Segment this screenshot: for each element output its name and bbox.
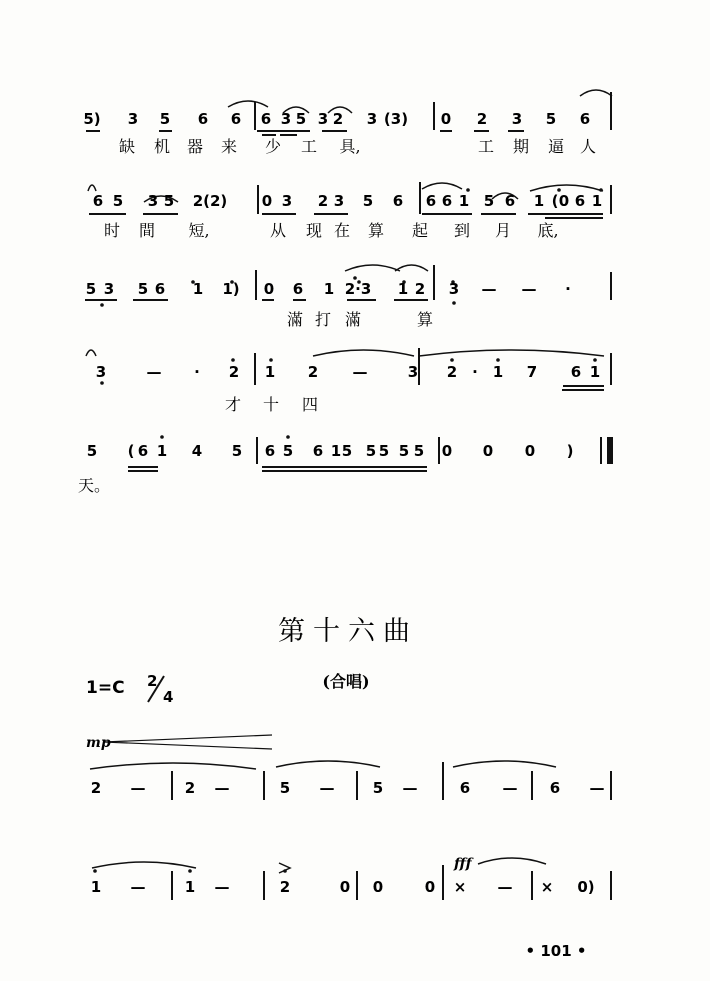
chorus-note: 2 bbox=[279, 878, 291, 896]
note-digit: 1 bbox=[323, 280, 335, 298]
chorus-note: — bbox=[502, 779, 518, 797]
lyric-char: 逼 bbox=[547, 137, 565, 156]
lyric-char: 器 bbox=[186, 137, 204, 156]
chorus-note: 6 bbox=[549, 779, 561, 797]
octave-dot-below bbox=[100, 381, 104, 385]
note-digit: 3 bbox=[280, 110, 292, 128]
octave-dot-above bbox=[286, 435, 290, 439]
slur bbox=[92, 862, 196, 868]
chorus-note: — bbox=[130, 779, 146, 797]
note-digit: 7 bbox=[526, 363, 538, 381]
lyric-char: 起 bbox=[411, 221, 429, 240]
note-digit: 0 bbox=[482, 442, 494, 460]
note-digit: 3 bbox=[95, 363, 107, 381]
chorus-note: 0) bbox=[577, 878, 595, 896]
note-digit: · bbox=[472, 363, 478, 381]
note-digit: 1) bbox=[222, 280, 240, 298]
note-digit: 6 bbox=[137, 442, 149, 460]
note-digit: 5 bbox=[378, 442, 390, 460]
slur bbox=[580, 90, 612, 96]
chorus-note: 1 bbox=[184, 878, 196, 896]
slur bbox=[478, 858, 546, 864]
note-digit: 6 bbox=[264, 442, 276, 460]
note-digit: 6 bbox=[197, 110, 209, 128]
page-number: • 101 • bbox=[525, 942, 587, 960]
dynamic-mp: mp bbox=[86, 735, 111, 751]
chorus-note: 0 bbox=[424, 878, 436, 896]
slur bbox=[419, 350, 604, 356]
note-digit: 1 bbox=[156, 442, 168, 460]
note-digit: 1 bbox=[330, 442, 342, 460]
slur bbox=[395, 265, 428, 271]
note-digit: 6 bbox=[574, 192, 586, 210]
note-digit: 5 bbox=[282, 442, 294, 460]
lyric-char: 从 bbox=[269, 221, 287, 240]
note-digit: 3 bbox=[448, 280, 460, 298]
note-digit: 5 bbox=[545, 110, 557, 128]
note-digit: 6 bbox=[260, 110, 272, 128]
slur bbox=[276, 761, 380, 767]
lyric-char: 具, bbox=[339, 137, 361, 156]
note-digit: ) bbox=[566, 442, 574, 460]
octave-dot-above bbox=[450, 358, 454, 362]
note-digit: · bbox=[565, 280, 571, 298]
chorus-note: × bbox=[540, 878, 554, 896]
slur bbox=[530, 185, 603, 191]
chorus-note: 1 bbox=[90, 878, 102, 896]
score-marks bbox=[85, 90, 612, 900]
chorus-note: — bbox=[497, 878, 513, 896]
note-digit: 0 bbox=[441, 442, 453, 460]
chorus-note: — bbox=[214, 878, 230, 896]
note-digit: 3 bbox=[127, 110, 139, 128]
slur bbox=[86, 350, 96, 356]
chorus-note: — bbox=[130, 878, 146, 896]
octave-dot-above bbox=[593, 358, 597, 362]
section-title: 第十六曲 bbox=[278, 616, 418, 647]
key-signature: 1=C bbox=[86, 678, 125, 698]
note-digit: 3 bbox=[281, 192, 293, 210]
note-digit: ( bbox=[551, 192, 559, 210]
note-digit: 2 bbox=[317, 192, 329, 210]
slur bbox=[228, 101, 268, 107]
lyric-char: 时 bbox=[103, 221, 121, 240]
note-digit: 3 bbox=[511, 110, 523, 128]
note-digit: 3 bbox=[103, 280, 115, 298]
note-digit: 5 bbox=[86, 442, 98, 460]
slur bbox=[453, 761, 556, 767]
octave-dot-below bbox=[452, 301, 456, 305]
lyric-char: 机 bbox=[153, 137, 171, 156]
note-digit: 2 bbox=[446, 363, 458, 381]
chorus-note: — bbox=[402, 779, 418, 797]
note-digit: — bbox=[481, 280, 497, 298]
chorus-note: 0 bbox=[372, 878, 384, 896]
note-digit: 6 bbox=[154, 280, 166, 298]
lyric-char: 算 bbox=[416, 310, 434, 329]
lyric-char: 期 bbox=[512, 137, 530, 156]
lyric-char: 工 bbox=[300, 137, 318, 156]
lyric-char: 现 bbox=[305, 221, 323, 240]
lyric-char: 月 bbox=[494, 221, 512, 240]
note-digit: 1 bbox=[264, 363, 276, 381]
note-digit: 5 bbox=[112, 192, 124, 210]
note-digit: 4 bbox=[191, 442, 203, 460]
note-digit: ( bbox=[127, 442, 135, 460]
note-digit: 3 bbox=[366, 110, 378, 128]
note-digit: 5 bbox=[365, 442, 377, 460]
note-digit: 1 bbox=[192, 280, 204, 298]
note-digit: 5 bbox=[413, 442, 425, 460]
lyric-char: 天。 bbox=[77, 476, 111, 495]
note-digit: 6 bbox=[92, 192, 104, 210]
note-digit: 1 bbox=[589, 363, 601, 381]
note-digit: 2·3 bbox=[344, 280, 372, 298]
note-digit: 6 bbox=[441, 192, 453, 210]
slur bbox=[88, 185, 96, 191]
note-digit: 0 bbox=[440, 110, 452, 128]
lyric-char: 滿 bbox=[286, 310, 304, 329]
note-digit: 5 bbox=[483, 192, 495, 210]
note-digit: 6 bbox=[425, 192, 437, 210]
note-digit: 3 bbox=[317, 110, 329, 128]
note-digit: 2 bbox=[228, 363, 240, 381]
note-digit: · bbox=[194, 363, 200, 381]
octave-dot-above bbox=[496, 358, 500, 362]
note-digit: 5 bbox=[85, 280, 97, 298]
note-digit: 5 bbox=[295, 110, 307, 128]
lyric-char: 滿 bbox=[344, 310, 362, 329]
slur bbox=[422, 183, 462, 189]
dynamic-fff: fff bbox=[454, 856, 472, 872]
note-digit: 6 bbox=[579, 110, 591, 128]
note-digit: 6 bbox=[504, 192, 516, 210]
slur bbox=[313, 350, 414, 356]
octave-dot-below bbox=[100, 303, 104, 307]
note-digit: 1 bbox=[533, 192, 545, 210]
note-digit: 5 bbox=[159, 110, 171, 128]
chorus-note: 6 bbox=[459, 779, 471, 797]
lyric-char: 四 bbox=[301, 395, 319, 414]
lyric-char: 底, bbox=[537, 221, 559, 240]
octave-dot-above bbox=[231, 358, 235, 362]
note-digit: 6 bbox=[392, 192, 404, 210]
note-digit: 6 bbox=[312, 442, 324, 460]
note-digit: 5 bbox=[163, 192, 175, 210]
note-digit: 5 bbox=[341, 442, 353, 460]
note-digit: 3 bbox=[147, 192, 159, 210]
note-digit: 1 bbox=[591, 192, 603, 210]
lyric-char: 十 bbox=[262, 395, 280, 414]
chorus-note: — bbox=[589, 779, 605, 797]
octave-dot-above bbox=[269, 358, 273, 362]
note-digit: — bbox=[146, 363, 162, 381]
time-signature-top: 2 bbox=[147, 672, 158, 690]
lyric-char: 人 bbox=[579, 137, 597, 156]
note-digit: 3 bbox=[333, 192, 345, 210]
note-digit: 0 bbox=[524, 442, 536, 460]
lyric-char: 来 bbox=[220, 137, 238, 156]
chorus-note: — bbox=[214, 779, 230, 797]
note-digit: (3) bbox=[383, 110, 409, 128]
chorus-note: 5 bbox=[372, 779, 384, 797]
lyric-char: 少 bbox=[264, 137, 282, 156]
time-signature-bottom: 4 bbox=[163, 688, 174, 706]
lyric-char: 缺 bbox=[118, 137, 136, 156]
lyric-char: 打 bbox=[314, 310, 332, 329]
note-digit: 0 bbox=[263, 280, 275, 298]
note-digit: 6 bbox=[292, 280, 304, 298]
chorus-note: 0 bbox=[339, 878, 351, 896]
note-digit: 5 bbox=[137, 280, 149, 298]
lyric-char: 才 bbox=[224, 395, 242, 414]
lyric-char: 短, bbox=[188, 221, 210, 240]
note-digit: 2(2) bbox=[192, 192, 228, 210]
slur bbox=[90, 763, 256, 769]
octave-dot-above bbox=[93, 869, 97, 873]
octave-dot-above bbox=[160, 435, 164, 439]
chorus-note: × bbox=[453, 878, 467, 896]
octave-dot-above bbox=[283, 869, 287, 873]
note-digit: 1 bbox=[397, 280, 409, 298]
note-digit: 0 bbox=[558, 192, 570, 210]
lyric-char: 工 bbox=[477, 137, 495, 156]
octave-dot-above bbox=[188, 869, 192, 873]
lyric-char: 間 bbox=[138, 221, 156, 240]
note-digit: 5 bbox=[362, 192, 374, 210]
note-digit: 3 bbox=[407, 363, 419, 381]
note-digit: 1 bbox=[492, 363, 504, 381]
note-digit: 2 bbox=[414, 280, 426, 298]
lyric-char: 算 bbox=[367, 221, 385, 240]
chorus-note: 2 bbox=[90, 779, 102, 797]
note-digit: 1 bbox=[458, 192, 470, 210]
note-digit: 2 bbox=[332, 110, 344, 128]
note-digit: 2 bbox=[307, 363, 319, 381]
note-digit: 5 bbox=[398, 442, 410, 460]
note-digit: — bbox=[521, 280, 537, 298]
note-digit: — bbox=[352, 363, 368, 381]
chorus-note: 5 bbox=[279, 779, 291, 797]
note-digit: 6 bbox=[570, 363, 582, 381]
note-digit: 2 bbox=[476, 110, 488, 128]
note-digit: 5) bbox=[83, 110, 101, 128]
hairpin bbox=[104, 735, 272, 749]
note-digit: 6 bbox=[230, 110, 242, 128]
lyric-char: 到 bbox=[453, 221, 471, 240]
lyric-char: 在 bbox=[333, 221, 351, 240]
chorus-note: — bbox=[319, 779, 335, 797]
note-digit: 0 bbox=[261, 192, 273, 210]
note-digit: 5 bbox=[231, 442, 243, 460]
chorus-note: 2 bbox=[184, 779, 196, 797]
chorus-label: (合唱) bbox=[322, 672, 370, 691]
slur bbox=[345, 265, 400, 271]
